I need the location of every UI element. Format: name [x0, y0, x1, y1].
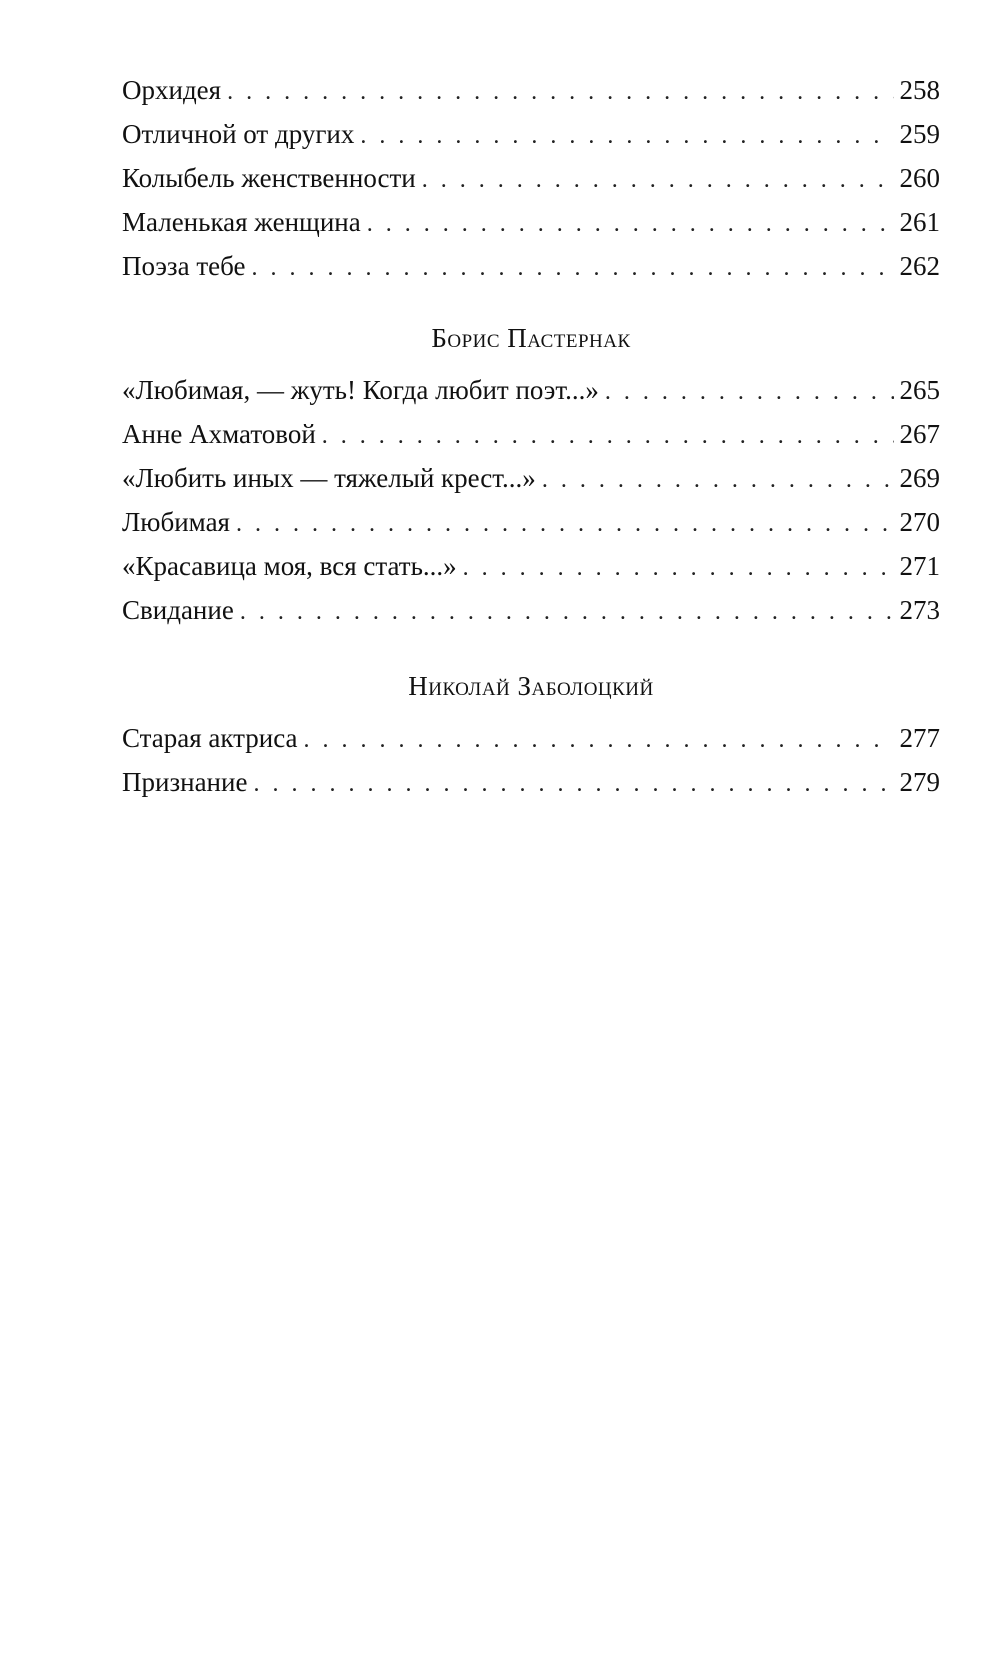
- dot-leader: [236, 502, 894, 546]
- section-gap: [122, 288, 940, 318]
- entry-page-number: 258: [899, 75, 940, 105]
- toc-entry: [122, 588, 940, 632]
- entry-title: Любимая: [122, 507, 230, 537]
- dot-leader: [542, 458, 894, 502]
- entry-page-number: 265: [899, 375, 940, 405]
- dot-leader: [253, 762, 893, 806]
- toc-entry: [122, 760, 940, 804]
- entry-title: Поэза тебе: [122, 251, 246, 281]
- entry-title: «Красавица моя, вся стать...»: [122, 551, 457, 581]
- entry-title: Старая актриса: [122, 723, 298, 753]
- entry-page-number: 261: [899, 207, 940, 237]
- entry-title: Анне Ахматовой: [122, 419, 316, 449]
- entry-title: «Любить иных — тяжелый крест...»: [122, 463, 536, 493]
- entry-title: Колыбель женственности: [122, 163, 416, 193]
- entry-page-number: 260: [899, 163, 940, 193]
- dot-leader: [360, 114, 893, 158]
- toc-entry: [122, 156, 940, 200]
- entry-page-number: 270: [899, 507, 940, 537]
- entry-title: Признание: [122, 767, 248, 797]
- section-gap: [122, 632, 940, 666]
- entry-title: Отличной от других: [122, 119, 355, 149]
- toc-section-pasternak: [122, 318, 940, 632]
- dot-leader: [422, 158, 894, 202]
- heading-gap: [122, 706, 940, 716]
- toc-entry: [122, 500, 940, 544]
- entry-title: Свидание: [122, 595, 234, 625]
- dot-leader: [251, 246, 893, 290]
- dot-leader: [605, 370, 894, 414]
- toc-entry: [122, 412, 940, 456]
- entry-title: «Любимая, — жуть! Когда любит поэт...»: [122, 375, 599, 405]
- heading-gap: [122, 358, 940, 368]
- section-heading: Николай Заболоцкий: [408, 671, 654, 701]
- entry-page-number: 271: [899, 551, 940, 581]
- entry-page-number: 279: [899, 767, 940, 797]
- entry-page-number: 273: [899, 595, 940, 625]
- dot-leader: [367, 202, 894, 246]
- entry-page-number: 262: [899, 251, 940, 281]
- dot-leader: [240, 590, 894, 634]
- dot-leader: [322, 414, 894, 458]
- toc-entry: [122, 244, 940, 288]
- toc-entry: [122, 368, 940, 412]
- dot-leader: [304, 718, 894, 762]
- section-heading: Борис Пастернак: [431, 323, 631, 353]
- entry-title: Маленькая женщина: [122, 207, 361, 237]
- entry-title: Орхидея: [122, 75, 222, 105]
- toc-section-zabolotsky: [122, 666, 940, 804]
- toc-entry: [122, 68, 940, 112]
- entry-page-number: 259: [899, 119, 940, 149]
- entry-page-number: 277: [899, 723, 940, 753]
- entry-page-number: 267: [899, 419, 940, 449]
- table-of-contents: [122, 68, 940, 804]
- dot-leader: [227, 70, 893, 114]
- toc-section-continued: [122, 68, 940, 288]
- toc-entry: [122, 456, 940, 500]
- dot-leader: [463, 546, 894, 590]
- entry-page-number: 269: [899, 463, 940, 493]
- toc-entry: [122, 544, 940, 588]
- toc-entry: [122, 716, 940, 760]
- toc-entry: [122, 112, 940, 156]
- toc-entry: [122, 200, 940, 244]
